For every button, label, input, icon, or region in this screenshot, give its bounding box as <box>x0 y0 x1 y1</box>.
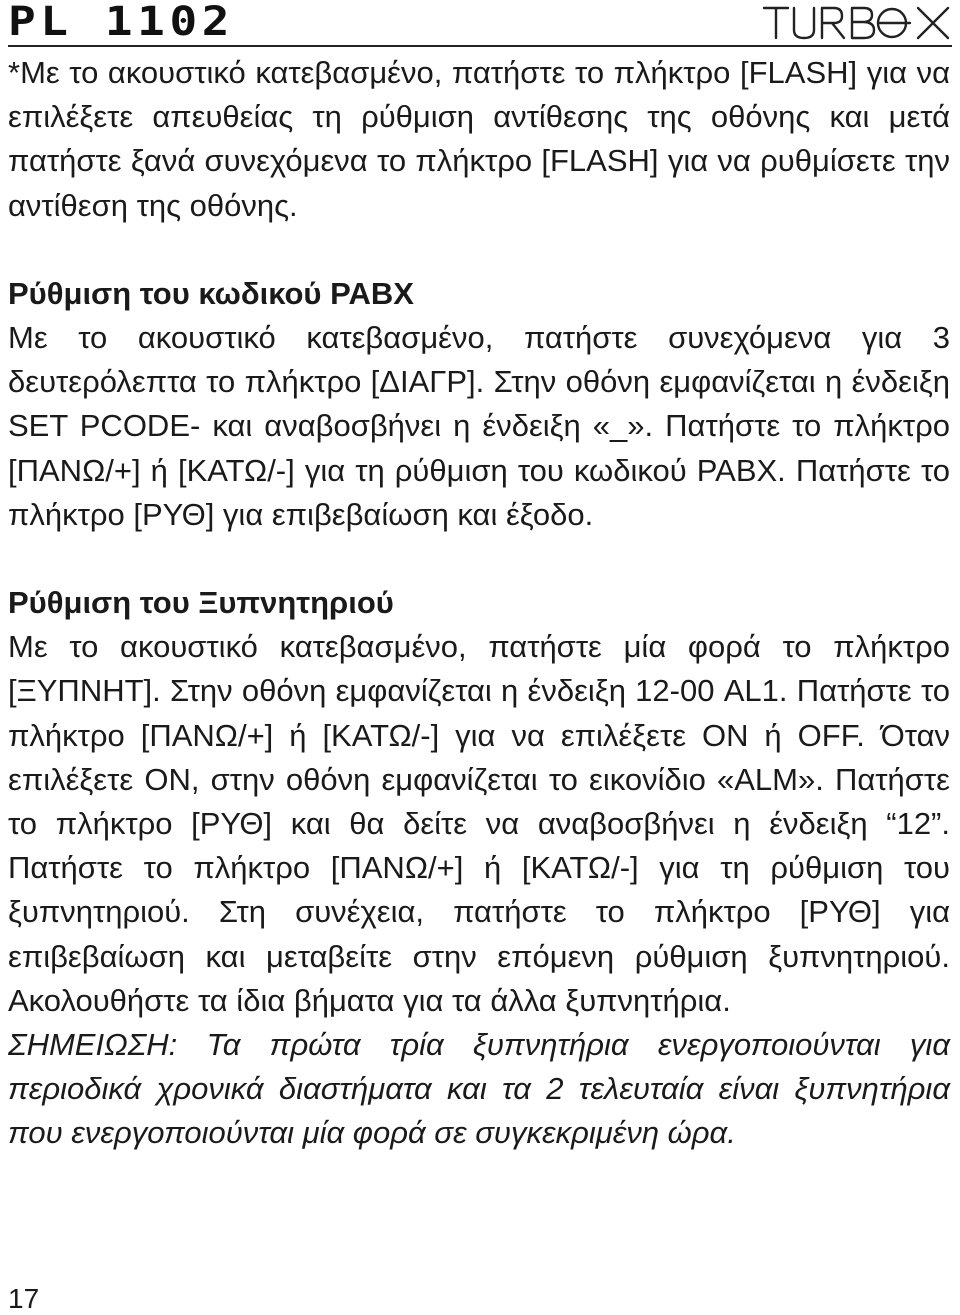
section-gap <box>8 537 950 581</box>
brand-logo <box>762 2 952 42</box>
pabx-heading: Ρύθμιση του κωδικού PABX <box>8 275 414 311</box>
manual-content <box>8 51 950 1156</box>
model-name: PL 1102 <box>8 0 235 45</box>
page-header <box>8 0 952 46</box>
note-paragraph: ΣΗΜΕΙΩΣΗ: Τα πρώτα τρία ξυπνητήρια ενεργοποιούνται για περιοδικά χρονικά διαστήματα και τα 2 τελευταία είναι ξυπνητήρια που ενεργοποιούνται μία φορά σε συγκεκριμένη ώρα. <box>8 1027 950 1151</box>
header-rule <box>8 45 952 47</box>
pabx-paragraph: Με το ακουστικό κατεβασμένο, πατήστε συνεχόμενα για 3 δευτερόλεπτα το πλήκτρο [ΔΙΑΓΡ]. Στην οθόνη εμφανίζεται η ένδειξη SET PCODE- και αναβοσβήνει η ένδειξη «_». Πατήστε το πλήκτρο [ΠΑΝΩ/+] ή [ΚΑΤΩ/-] για τη ρύθμιση του κωδικού PABX. Πατήστε το πλήκτρο [ΡΥΘ] για επιβεβαίωση και έξοδο. <box>8 320 950 532</box>
flash-contrast-paragraph: *Με το ακουστικό κατεβασμένο, πατήστε το πλήκτρο [FLASH] για να επιλέξετε απευθείας τη ρύθμιση αντίθεσης της οθόνης και μετά πατήστε ξανά συνεχόμενα το πλήκτρο [FLASH] για να ρυθμίσετε την αντίθεση της οθόνης. <box>8 55 950 223</box>
alarm-paragraph: Με το ακουστικό κατεβασμένο, πατήστε μία φορά το πλήκτρο [ΞΥΠΝΗΤ]. Στην οθόνη εμφανίζεται η ένδειξη 12-00 AL1. Πατήστε το πλήκτρο [ΠΑΝΩ/+] ή [ΚΑΤΩ/-] για να επιλέξετε ON ή OFF. Όταν επιλέξετε ON, στην οθόνη εμφανίζεται το εικονίδιο «ALM». Πατήστε το πλήκτρο [ΡΥΘ] και θα δείτε να αναβοσβήνει η ένδειξη “12”. Πατήστε το πλήκτρο [ΠΑΝΩ/+] ή [ΚΑΤΩ/-] για τη ρύθμιση του ξυπνητηριού. Στη συνέχεια, πατήστε το πλήκτρο [ΡΥΘ] για επιβεβαίωση και μεταβείτε στην επόμενη ρύθμιση ξυπνητηριού. Ακολουθήστε τα ίδια βήματα για τα άλλα ξυπνητήρια. <box>8 629 950 1018</box>
page-number: 17 <box>8 1283 40 1314</box>
section-gap <box>8 228 950 272</box>
alarm-heading: Ρύθμιση του Ξυπνητηριού <box>8 585 394 621</box>
